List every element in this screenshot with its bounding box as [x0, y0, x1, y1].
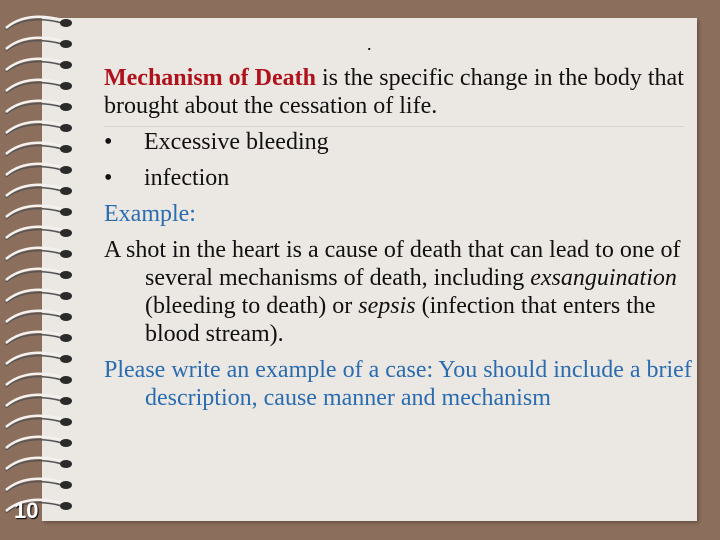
binding-ring	[6, 269, 72, 282]
binding-ring	[6, 290, 72, 303]
binding-ring	[6, 374, 72, 387]
binding-ring	[6, 479, 72, 492]
binding-ring	[6, 143, 72, 156]
stray-mark: .	[367, 34, 372, 54]
binding-ring	[6, 164, 72, 177]
example-paragraph	[104, 236, 704, 348]
example-label: Example:	[104, 201, 196, 227]
binding-ring	[6, 416, 72, 429]
binding-ring	[6, 437, 72, 450]
bullet-item	[104, 164, 704, 192]
definition-paragraph	[104, 64, 704, 120]
bullet-symbol: •	[104, 129, 113, 155]
bullet-symbol: •	[104, 165, 113, 191]
binding-ring	[6, 332, 72, 345]
binding-ring	[6, 458, 72, 471]
bullet-item	[104, 128, 704, 156]
binding-ring	[6, 185, 72, 198]
binding-ring	[6, 101, 72, 114]
binding-ring	[6, 38, 72, 51]
binding-ring	[6, 248, 72, 261]
binding-ring	[6, 122, 72, 135]
slide-content	[104, 64, 704, 420]
bullet-text: Excessive bleeding	[144, 129, 329, 155]
binding-ring	[6, 80, 72, 93]
bullet-text: infection	[144, 165, 230, 191]
example-text-2: (bleeding to death) or	[145, 293, 359, 319]
binding-ring	[6, 395, 72, 408]
binding-ring	[6, 59, 72, 72]
example-text-1: A shot in the heart is a cause of death that can lead to one of several mechanisms of death, including	[104, 237, 681, 291]
prompt-paragraph: Please write an example of a case: You should include a brief description, cause manner and mechanism	[104, 357, 692, 411]
binding-ring	[6, 353, 72, 366]
example-term-exsanguination: exsanguination	[530, 265, 677, 291]
spiral-binding	[0, 10, 80, 525]
definition-term: Mechanism of Death	[104, 65, 316, 91]
binding-ring	[6, 17, 72, 30]
definition-text: is the specific change in the body that brought about the cessation of life.	[104, 65, 684, 119]
example-text-3: (infection that enters the blood stream).	[145, 293, 656, 347]
binding-ring	[6, 227, 72, 240]
binding-ring	[6, 206, 72, 219]
page-number: 10	[14, 498, 39, 523]
example-term-sepsis: sepsis	[358, 293, 416, 319]
binding-ring	[6, 311, 72, 324]
